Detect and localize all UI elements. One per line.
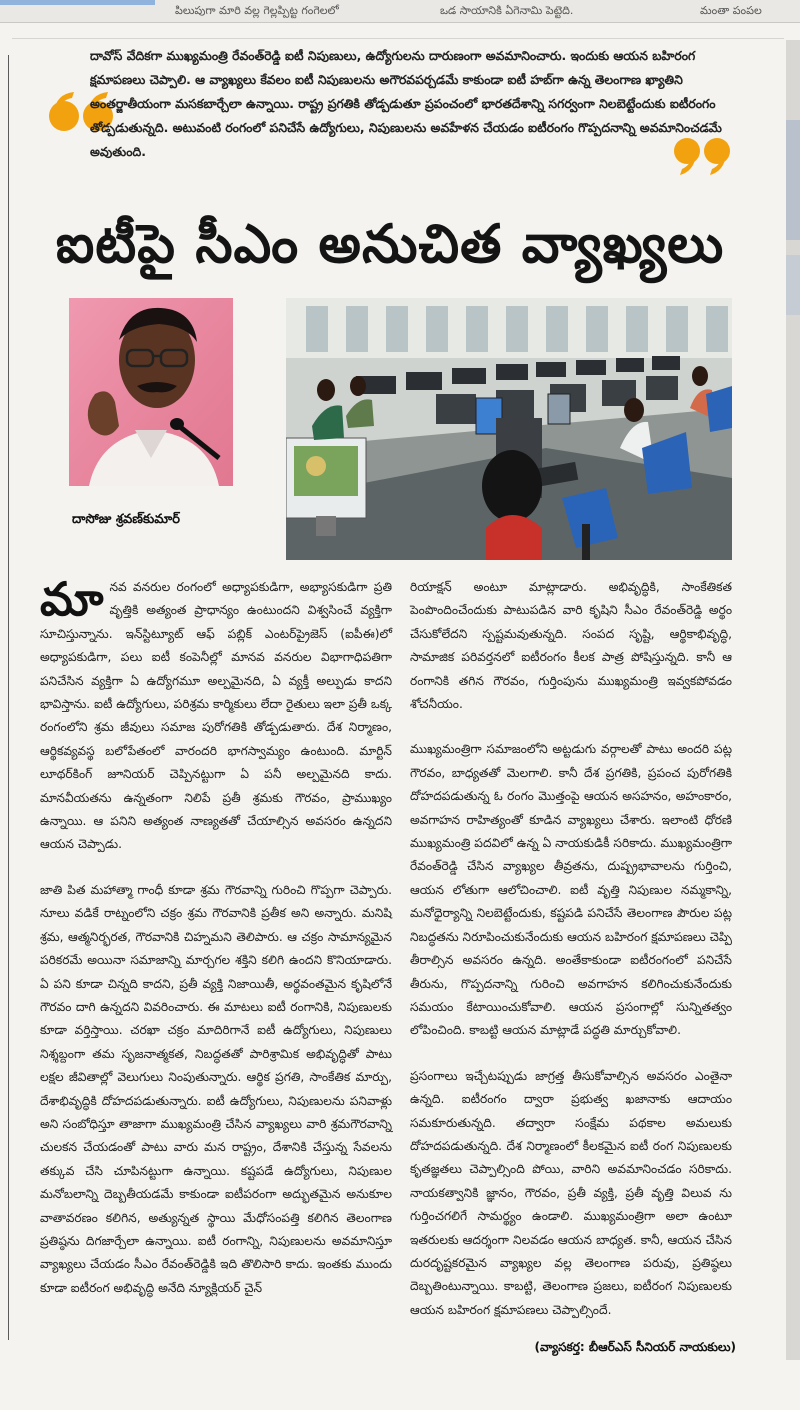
article-column-2 (410, 576, 732, 1344)
strip-text-right: మంతా పంపల (700, 4, 762, 17)
article-paragraph: ముఖ్యమంత్రిగా సమాజంలోని అట్టడుగు వర్గాలతో పాటు అందరి పట్ల గౌరవం, బాధ్యతతో మెలగాలి. కానీ దేశ ప్రగతికి, ప్రపంచ పురోగతికి దోహదపడుతున్న ఓ రంగం మొత్తంపై ఆయన అసహనం, అహంకారం, అవగాహన రాహిత్యంతో కూడిన వ్యాఖ్యలు చేశారు. ఇలాంటి ధోరణి ముఖ్యమంత్రి పదవిలో ఉన్న ఏ నాయకుడికీ సరికాదు. ముఖ్యమంత్రిగా రేవంత్‌రెడ్డి చేసిన వ్యాఖ్యల తీవ్రతను, దుష్ప్రభావాలను గుర్తించి, ఆయన లోతుగా ఆలోచించాలి. ఐటీ వృత్తి నిపుణుల నమ్మకాన్ని, మనోధైర్యాన్ని నిలబెట్టేందుకు, కష్టపడి పనిచేసే తెలంగాణ పౌరుల పట్ల నిబద్ధతను నిరూపించుకునేందుకు ఆయన బహిరంగ క్షమాపణలు చెప్పి తీరాల్సిన అవసరం ఉన్నది. అంతేకాకుండా ఐటీరంగంలో పనిచేసే తీరును, గొప్పదనాన్ని గురించి అవగాహన కలిగించుకునేందుకు సమయం కేటాయించుకోవాలి. ఆయన ప్రసంగాల్లో సున్నితత్వం లోపించింది. కాబట్టి ఆయన మాట్లాడే పద్ధతి మార్చుకోవాలి. (410, 742, 732, 1038)
strip-text-mid: ఒడ సాయానికి ఏగెనామి పెట్టెది. (440, 4, 574, 17)
article-paragraph: ప్రసంగాలు ఇచ్చేటప్పుడు జాగ్రత్త తీసుకోవాల్సిన అవసరం ఎంతైనా ఉన్నది. ఐటీరంగం ద్వారా ప్రభుత్వ ఖజానాకు ఆదాయం సమకూరుతున్నది. తద్వారా సంక్షేమ పథకాల అమలుకు దోహదపడుతున్నది. దేశ నిర్మాణంలో కీలకమైన ఐటీ రంగ నిపుణులకు కృతజ్ఞతలు చెప్పాల్సింది పోయి, వారిని అవమానించడం సరికాదు. నాయకత్వానికి జ్ఞానం, గౌరవం, ప్రతీ వ్యక్తి, ప్రతీ వృత్తి విలువ ను గుర్తించగలిగే సామర్థ్యం ఉండాలి. ముఖ్యమంత్రిగా అలా ఉంటూ ఇతరులకు ఆదర్శంగా నిలవడం ఆయన బాధ్యత. కానీ, ఆయన చేసిన దురదృష్టకరమైన వ్యాఖ్యల వల్ల తెలంగాణ పరువు, ప్రతిష్ఠలు దెబ్బతింటున్నాయి. కాబట్టి, తెలంగాణ ప్రజలు, ఐటీరంగ నిపుణులకు ఆయన బహిరంగ క్షమాపణలు చెప్పాల్సిందే. (410, 1068, 732, 1317)
article-paragraph (40, 572, 392, 857)
dropcap: మా (40, 572, 104, 626)
author-portrait (69, 298, 233, 486)
author-note: (వ్యాసకర్త: బీఆర్ఎస్ సీనియర్ నాయకులు) (534, 1340, 736, 1354)
paragraph-text: నవ వనరుల రంగంలో అధ్యాపకుడిగా, అభ్యాసకుడిగా ప్రతి వృత్తికి అత్యంత ప్రాధాన్యం ఉంటుందని విశ్వసించే వ్యక్తిగా సూచిస్తున్నాను. ఇన్‌స్టిట్యూట్ ఆఫ్ పబ్లిక్ ఎంటర్‌ప్రైజెస్ (ఐపీఈ)లో అధ్యాపకుడిగా, పలు ఐటీ కంపెనీల్లో మానవ వనరుల విభాగాధిపతిగా పనిచేసిన వ్యక్తిగా ఏ ఉద్యోగమూ అల్పమైనది, ఏ వ్యక్తీ అల్పుడు కాదని భావిస్తాను. ఐటీ ఉద్యోగులు, పరిశ్రమ కార్మికులు లేదా రైతులు ఇలా ప్రతీ ఒక్క రంగంలోని శ్రమ జీవులు సమాజ పురోగతికి తోడ్పడుతారు. దేశ నిర్మాణం, ఆర్థికవ్యవస్థ బలోపేతంలో వారందరి భాగస్వామ్యం ఉంటుంది. మార్టిన్ లూథర్‌కింగ్ జూనియర్ చెప్పినట్టుగా ఏ పనీ అల్పమైనది కాదు. మానవీయతను ఉన్నతంగా నిలిపే ప్రతీ శ్రమకు గౌరవం, ప్రాముఖ్యం ఉన్నాయి. ఆ పనిని అత్యంత నాణ్యతతో చేయాల్సిన అవసరం ఉన్నదని ఆయన చెప్పాడు. (40, 580, 392, 852)
byline: దాసోజు శ్రవణ్‌కుమార్ (72, 512, 180, 527)
left-column-rule (8, 55, 9, 1340)
previous-page-strip (0, 0, 800, 23)
top-rule (12, 38, 784, 39)
strip-text-left: పిలుపుగా మారి వల్ల గెల్లప్పిట్ట గంగెలలో (175, 4, 339, 17)
highlight-bar (0, 0, 155, 5)
headline: ఐటీపై సీఎం అనుచిత వ్యాఖ్యలు (55, 214, 725, 275)
it-office-photo (286, 298, 732, 560)
article-paragraph: రియాక్షన్ అంటూ మాట్లాడారు. అభివృద్ధికి, సాంకేతికత పెంపొందించేందుకు పాటుపడిన వారి కృషిని సీఎం రేవంత్‌రెడ్డి అర్థం చేసుకోలేదని స్పష్టమవుతున్నది. సంపద సృష్టి, ఆర్థికాభివృద్ధి, సామాజిక పరివర్తనలో ఐటీరంగం కీలక పాత్ర పోషిస్తున్నది. కానీ ఆ రంగానికి తగిన గౌరవం, గుర్తింపును ముఖ్యమంత్రి ఇవ్వకపోవడం శోచనీయం. (410, 580, 732, 712)
adjacent-page-edge (786, 40, 800, 1360)
article-column-1 (40, 572, 392, 1322)
article-paragraph: జాతి పిత మహాత్మా గాంధీ కూడా శ్రమ గౌరవాన్ని గురించి గొప్పగా చెప్పారు. నూలు వడికే రాట్నంలోని చక్రం శ్రమ గౌరవానికి ప్రతీక అని అన్నారు. మనిషి శ్రమ, ఆత్మనిర్భరత, గౌరవానికి చిహ్నమని తెలిపారు. ఆ చక్రం సామాన్యమైన పరికరమే అయినా సమాజాన్ని మార్చగల శక్తిని కలిగి ఉందని కొనియాడారు. ఏ పని కూడా చిన్నది కాదని, ప్రతీ వ్యక్తి నిజాయితీ, అర్థవంతమైన కృషిలోనే గౌరవం దాగి ఉన్నదని వివరించారు. ఈ మాటలు ఐటీ రంగానికి, నిపుణులకు కూడా వర్తిస్తాయి. చరఖా చక్రం మాదిరిగానే ఐటీ ఉద్యోగులు, నిపుణులు నిశ్శబ్దంగా తమ సృజనాత్మకత, నిబద్ధతతో పారిశ్రామిక అభివృద్ధితో పాటు లక్షల జీవితాల్లో వెలుగులు నింపుతున్నారు. ఆర్థిక ప్రగతి, సాంకేతిక మార్పు, దేశాభివృద్ధికి దోహదపడుతున్నారు. ఐటీ ఉద్యోగులు, నిపుణులను పనివాళ్లు అని సంబోధిస్తూ తాజాగా ముఖ్యమంత్రి చేసిన వ్యాఖ్యలు వారి శ్రమగౌరవాన్ని చులకన చేయడంతో పాటు వారు మన రాష్ట్రం, దేశానికి చేస్తున్న సేవలను తక్కువ చేసి చూపినట్టుగా ఉన్నాయి. కష్టపడే ఉద్యోగులు, నిపుణుల మనోబలాన్ని దెబ్బతీయడమే కాకుండా ఐటీపరంగా అద్భుతమైన అనుకూల వాతావరణం కలిగిన, అత్యున్నత స్థాయి మేధోసంపత్తి కలిగిన తెలంగాణ ప్రతిష్ఠను దిగజార్చేలా ఉన్నాయి. ఐటీ రంగాన్ని, నిపుణులను అవమానిస్తూ వ్యాఖ్యలు చేయడం సీఎం రేవంత్‌రెడ్డికి ఇది తొలిసారి కాదు. ఇంతకు ముందు కూడా ఐటీరంగ అభివృద్ధి అనేది న్యూక్లియర్ చైన్ (40, 882, 392, 1295)
pull-quote-text: దావోస్ వేదికగా ముఖ్యమంత్రి రేవంత్‌రెడ్డి ఐటీ నిపుణులు, ఉద్యోగులను దారుణంగా అవమానించారు. ఇందుకు ఆయన బహిరంగ క్షమాపణలు చెప్పాలి. ఆ వ్యాఖ్యలు కేవలం ఐటీ నిపుణులను అగౌరవపర్చడమే కాకుండా ఐటీ హబ్‌గా ఉన్న తెలంగాణ ఖ్యాతిని అంతర్జాతీయంగా మసకబార్చేలా ఉన్నాయి. రాష్ట్ర ప్రగతికి తోడ్పడుతూ ప్రపంచంలో భారతదేశాన్ని సగర్వంగా నిలబెట్టేందుకు ఐటీరంగం తోడ్పడుతున్నది. అటువంటి రంగంలో పనిచేసే ఉద్యోగులు, నిపుణులను అవహేళన చేయడం ఐటీరంగం గొప్పదనాన్ని అవమానించడమే అవుతుంది. (90, 48, 722, 159)
pull-quote (90, 44, 740, 164)
